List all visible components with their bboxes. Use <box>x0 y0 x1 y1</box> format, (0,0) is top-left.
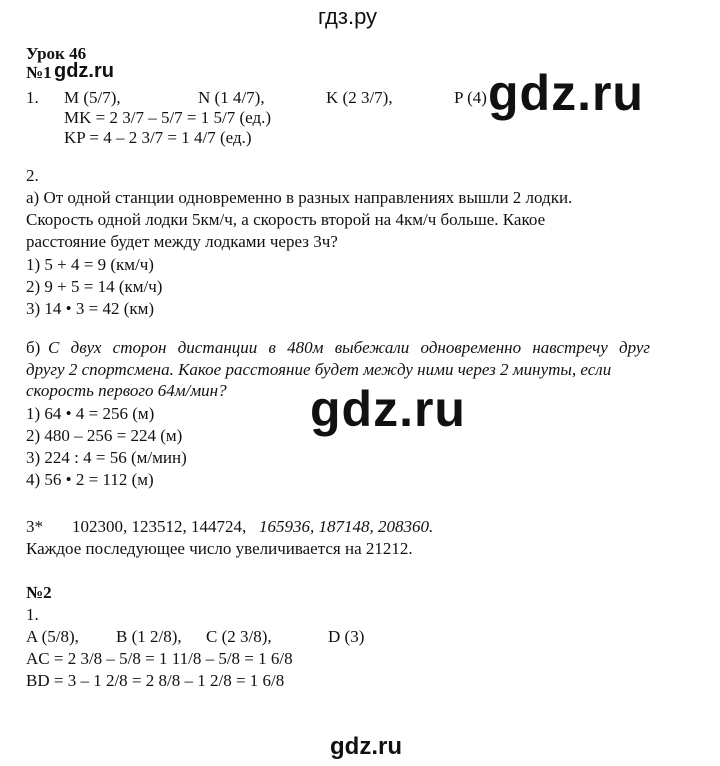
watermark-top: гдз.ру <box>318 4 378 29</box>
point-m: M (5/7), <box>64 88 121 107</box>
segment-kp: KP = 4 – 2 3/7 = 1 4/7 (ед.) <box>64 128 252 147</box>
point-c: C (2 3/8), <box>206 627 272 646</box>
solution-step: 3) 14 • 3 = 42 (км) <box>26 299 155 318</box>
solution-step: 2) 9 + 5 = 14 (км/ч) <box>26 277 163 296</box>
solution-step: 1) 64 • 4 = 256 (м) <box>26 404 155 423</box>
sequence-plain: 102300, 123512, 144724, <box>72 517 247 536</box>
watermark-small: gdz.ru <box>54 60 114 82</box>
point-p: P (4) <box>454 88 487 107</box>
task1-item3-number: 3* <box>26 517 43 536</box>
part-b-line: другу 2 спортсмена. Какое расстояние будет между ними через 2 минуты, если <box>26 360 612 379</box>
point-a: A (5/8), <box>26 627 79 646</box>
task1-item2-number: 2. <box>26 166 39 185</box>
point-k: K (2 3/7), <box>326 88 393 107</box>
part-a-line: Скорость одной лодки 5км/ч, а скорость второй на 4км/ч больше. Какое <box>26 210 546 229</box>
watermark-middle: gdz.ru <box>310 381 466 437</box>
watermark-bottom: gdz.ru <box>330 733 402 760</box>
segment-ac: AC = 2 3/8 – 5/8 = 1 11/8 – 5/8 = 1 6/8 <box>26 649 293 668</box>
part-a-line: а) От одной станции одновременно в разных направлениях вышли 2 лодки. <box>26 188 573 207</box>
solution-step: 3) 224 : 4 = 56 (м/мин) <box>26 448 187 467</box>
sequence-italic: 165936, 187148, 208360. <box>259 517 434 536</box>
part-b-line: С двух сторон дистанции в 480м выбежали одновременно навстречу друг <box>48 338 651 357</box>
solution-step: 4) 56 • 2 = 112 (м) <box>26 470 154 489</box>
solution-step: 2) 480 – 256 = 224 (м) <box>26 426 183 445</box>
point-d: D (3) <box>328 627 365 646</box>
part-a-line: расстояние будет между лодками через 3ч? <box>26 232 338 251</box>
watermark-big: gdz.ru <box>488 65 644 121</box>
segment-bd: BD = 3 – 1 2/8 = 2 8/8 – 1 2/8 = 1 6/8 <box>26 671 285 690</box>
task2-item1-number: 1. <box>26 605 39 624</box>
lesson-title: Урок 46 <box>26 44 87 63</box>
task1-item1-number: 1. <box>26 88 39 107</box>
point-n: N (1 4/7), <box>198 88 265 107</box>
part-b-line: скорость первого 64м/мин? <box>26 381 227 400</box>
sequence-note: Каждое последующее число увеличивается на 21212. <box>26 539 413 558</box>
task1-header: №1 <box>26 63 52 82</box>
solution-step: 1) 5 + 4 = 9 (км/ч) <box>26 255 154 274</box>
point-b: B (1 2/8), <box>116 627 182 646</box>
segment-mk: MK = 2 3/7 – 5/7 = 1 5/7 (ед.) <box>64 108 272 127</box>
task2-header: №2 <box>26 583 52 602</box>
part-b-prefix: б) <box>26 338 41 357</box>
